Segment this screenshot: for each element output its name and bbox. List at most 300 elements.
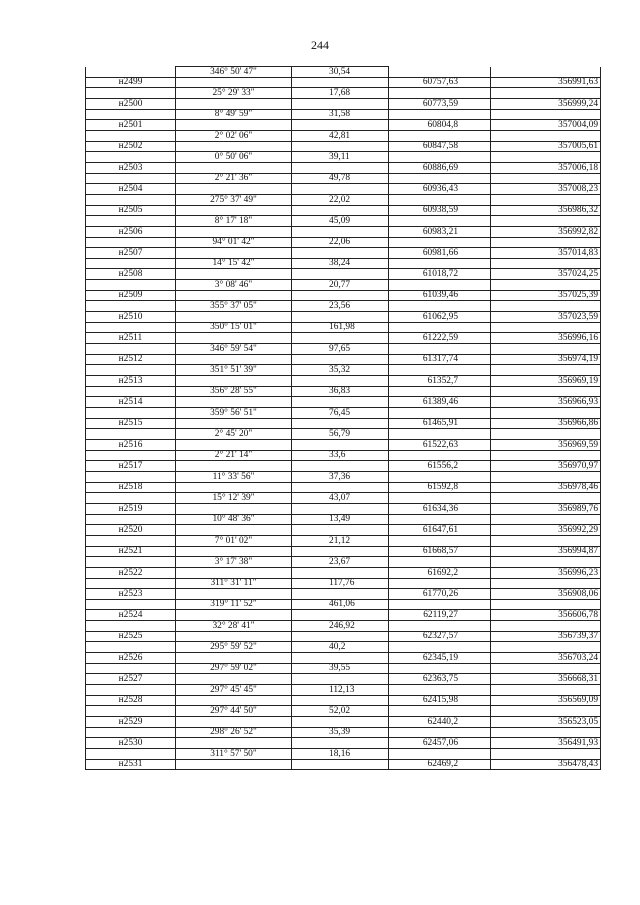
x-coordinate-cell <box>389 344 491 355</box>
segment-row <box>86 642 601 653</box>
x-coordinate-cell: 61465,91 <box>389 418 491 429</box>
coordinates-table-body <box>86 67 601 770</box>
point-name-cell <box>86 621 176 632</box>
point-name-cell: н2516 <box>86 439 176 450</box>
point-name-cell <box>86 280 176 291</box>
point-name-cell: н2500 <box>86 98 176 109</box>
y-coordinate-cell: 356966,93 <box>491 397 601 408</box>
x-coordinate-cell <box>389 578 491 589</box>
y-coordinate-cell <box>491 429 601 440</box>
point-name-cell <box>86 258 176 269</box>
point-name-cell <box>86 344 176 355</box>
point-name-cell: н2507 <box>86 248 176 259</box>
point-name-cell <box>86 130 176 141</box>
point-name-cell <box>86 237 176 248</box>
point-name-cell: н2514 <box>86 397 176 408</box>
distance-cell <box>292 162 389 173</box>
x-coordinate-cell: 61556,2 <box>389 461 491 472</box>
angle-cell <box>176 610 292 621</box>
point-name-cell <box>86 557 176 568</box>
point-row <box>86 184 601 195</box>
segment-row <box>86 216 601 227</box>
x-coordinate-cell <box>389 301 491 312</box>
x-coordinate-cell: 62345,19 <box>389 653 491 664</box>
angle-cell: 297° 45' 45" <box>176 685 292 696</box>
y-coordinate-cell <box>491 237 601 248</box>
angle-cell <box>176 525 292 536</box>
distance-cell: 112,13 <box>292 685 389 696</box>
point-row <box>86 461 601 472</box>
x-coordinate-cell: 61317,74 <box>389 354 491 365</box>
y-coordinate-cell <box>491 301 601 312</box>
y-coordinate-cell <box>491 727 601 738</box>
x-coordinate-cell <box>389 599 491 610</box>
distance-cell: 461,06 <box>292 599 389 610</box>
segment-row <box>86 173 601 184</box>
y-coordinate-cell: 356969,59 <box>491 439 601 450</box>
coordinates-table <box>85 66 601 770</box>
point-name-cell <box>86 386 176 397</box>
point-row <box>86 141 601 152</box>
angle-cell <box>176 248 292 259</box>
x-coordinate-cell: 60936,43 <box>389 184 491 195</box>
point-name-cell <box>86 727 176 738</box>
x-coordinate-cell: 61692,2 <box>389 567 491 578</box>
y-coordinate-cell: 356989,76 <box>491 503 601 514</box>
distance-cell <box>292 120 389 131</box>
segment-row <box>86 663 601 674</box>
distance-cell: 36,83 <box>292 386 389 397</box>
x-coordinate-cell: 62469,2 <box>389 759 491 770</box>
y-coordinate-cell <box>491 365 601 376</box>
distance-cell <box>292 290 389 301</box>
segment-row <box>86 322 601 333</box>
y-coordinate-cell: 357014,83 <box>491 248 601 259</box>
segment-row <box>86 621 601 632</box>
distance-cell <box>292 312 389 323</box>
point-name-cell: н2528 <box>86 695 176 706</box>
distance-cell <box>292 269 389 280</box>
point-row <box>86 610 601 621</box>
point-name-cell <box>86 408 176 419</box>
distance-cell: 43,07 <box>292 493 389 504</box>
distance-cell <box>292 589 389 600</box>
point-row <box>86 674 601 685</box>
distance-cell <box>292 695 389 706</box>
point-name-cell: н2504 <box>86 184 176 195</box>
x-coordinate-cell <box>389 173 491 184</box>
x-coordinate-cell: 61770,26 <box>389 589 491 600</box>
distance-cell: 76,45 <box>292 408 389 419</box>
x-coordinate-cell: 60773,59 <box>389 98 491 109</box>
distance-cell: 161,98 <box>292 322 389 333</box>
y-coordinate-cell: 356996,16 <box>491 333 601 344</box>
angle-cell: 319° 11' 52" <box>176 599 292 610</box>
point-name-cell: н2522 <box>86 567 176 578</box>
segment-row <box>86 194 601 205</box>
point-name-cell <box>86 663 176 674</box>
point-name-cell <box>86 535 176 546</box>
y-coordinate-cell: 357004,09 <box>491 120 601 131</box>
y-coordinate-cell <box>491 535 601 546</box>
point-row <box>86 589 601 600</box>
point-row <box>86 354 601 365</box>
angle-cell <box>176 184 292 195</box>
angle-cell <box>176 482 292 493</box>
y-coordinate-cell: 356668,31 <box>491 674 601 685</box>
point-name-cell <box>86 599 176 610</box>
distance-cell <box>292 141 389 152</box>
x-coordinate-cell: 61018,72 <box>389 269 491 280</box>
distance-cell: 52,02 <box>292 706 389 717</box>
angle-cell: 298° 26' 52" <box>176 727 292 738</box>
point-row <box>86 162 601 173</box>
y-coordinate-cell <box>491 706 601 717</box>
angle-cell <box>176 397 292 408</box>
x-coordinate-cell: 62327,57 <box>389 631 491 642</box>
point-row <box>86 226 601 237</box>
y-coordinate-cell: 356978,46 <box>491 482 601 493</box>
segment-row <box>86 706 601 717</box>
y-coordinate-cell <box>491 152 601 163</box>
angle-cell: 297° 44' 50" <box>176 706 292 717</box>
angle-cell: 311° 31' 11" <box>176 578 292 589</box>
x-coordinate-cell <box>389 386 491 397</box>
angle-cell: 10° 48' 36" <box>176 514 292 525</box>
angle-cell: 355° 37' 05" <box>176 301 292 312</box>
x-coordinate-cell <box>389 663 491 674</box>
point-name-cell: н2499 <box>86 77 176 88</box>
distance-cell: 21,12 <box>292 535 389 546</box>
y-coordinate-cell <box>491 642 601 653</box>
segment-row <box>86 599 601 610</box>
distance-cell <box>292 653 389 664</box>
point-name-cell: н2501 <box>86 120 176 131</box>
angle-cell: 346° 59' 54" <box>176 344 292 355</box>
angle-cell: 3° 08' 46" <box>176 280 292 291</box>
angle-cell: 25° 29' 33" <box>176 88 292 99</box>
x-coordinate-cell <box>389 280 491 291</box>
y-coordinate-cell <box>491 599 601 610</box>
distance-cell: 37,36 <box>292 471 389 482</box>
point-name-cell: н2506 <box>86 226 176 237</box>
segment-row <box>86 450 601 461</box>
x-coordinate-cell <box>389 557 491 568</box>
point-name-cell: н2518 <box>86 482 176 493</box>
point-row <box>86 77 601 88</box>
distance-cell <box>292 333 389 344</box>
x-coordinate-cell <box>389 258 491 269</box>
distance-cell: 31,58 <box>292 109 389 120</box>
x-coordinate-cell <box>389 322 491 333</box>
point-name-cell <box>86 173 176 184</box>
distance-cell <box>292 482 389 493</box>
y-coordinate-cell: 356986,32 <box>491 205 601 216</box>
angle-cell <box>176 439 292 450</box>
x-coordinate-cell: 61352,7 <box>389 376 491 387</box>
point-row <box>86 567 601 578</box>
y-coordinate-cell: 356478,43 <box>491 759 601 770</box>
angle-cell: 356° 28' 55" <box>176 386 292 397</box>
x-coordinate-cell <box>389 109 491 120</box>
y-coordinate-cell <box>491 663 601 674</box>
x-coordinate-cell <box>389 621 491 632</box>
point-name-cell: н2527 <box>86 674 176 685</box>
x-coordinate-cell <box>389 706 491 717</box>
point-name-cell: н2517 <box>86 461 176 472</box>
y-coordinate-cell <box>491 621 601 632</box>
x-coordinate-cell <box>389 514 491 525</box>
distance-cell: 39,55 <box>292 663 389 674</box>
point-row <box>86 418 601 429</box>
segment-row <box>86 130 601 141</box>
y-coordinate-cell: 356992,29 <box>491 525 601 536</box>
point-name-cell <box>86 749 176 760</box>
x-coordinate-cell <box>389 130 491 141</box>
segment-row <box>86 365 601 376</box>
point-row <box>86 120 601 131</box>
y-coordinate-cell <box>491 749 601 760</box>
distance-cell: 23,67 <box>292 557 389 568</box>
distance-cell: 38,24 <box>292 258 389 269</box>
segment-row <box>86 67 601 78</box>
distance-cell: 13,49 <box>292 514 389 525</box>
point-name-cell: н2509 <box>86 290 176 301</box>
page-number: 244 <box>311 38 329 52</box>
x-coordinate-cell <box>389 685 491 696</box>
y-coordinate-cell: 357024,25 <box>491 269 601 280</box>
angle-cell: 0° 50' 06" <box>176 152 292 163</box>
y-coordinate-cell <box>491 386 601 397</box>
point-name-cell: н2530 <box>86 738 176 749</box>
point-row <box>86 269 601 280</box>
y-coordinate-cell: 356739,37 <box>491 631 601 642</box>
distance-cell <box>292 418 389 429</box>
segment-row <box>86 429 601 440</box>
point-name-cell: н2510 <box>86 312 176 323</box>
segment-row <box>86 237 601 248</box>
x-coordinate-cell <box>389 727 491 738</box>
x-coordinate-cell: 61039,46 <box>389 290 491 301</box>
y-coordinate-cell: 357006,18 <box>491 162 601 173</box>
distance-cell <box>292 98 389 109</box>
point-name-cell: н2529 <box>86 717 176 728</box>
point-row <box>86 525 601 536</box>
y-coordinate-cell <box>491 578 601 589</box>
y-coordinate-cell <box>491 130 601 141</box>
angle-cell: 8° 17' 18" <box>176 216 292 227</box>
angle-cell: 2° 02' 06" <box>176 130 292 141</box>
point-name-cell: н2502 <box>86 141 176 152</box>
angle-cell: 297° 59' 02" <box>176 663 292 674</box>
y-coordinate-cell: 356491,93 <box>491 738 601 749</box>
angle-cell <box>176 503 292 514</box>
x-coordinate-cell: 61592,8 <box>389 482 491 493</box>
angle-cell <box>176 205 292 216</box>
x-coordinate-cell <box>389 88 491 99</box>
point-row <box>86 205 601 216</box>
distance-cell: 42,81 <box>292 130 389 141</box>
point-name-cell: н2525 <box>86 631 176 642</box>
angle-cell <box>176 290 292 301</box>
point-row <box>86 312 601 323</box>
y-coordinate-cell <box>491 450 601 461</box>
point-name-cell <box>86 642 176 653</box>
x-coordinate-cell <box>389 749 491 760</box>
y-coordinate-cell: 357008,23 <box>491 184 601 195</box>
point-row <box>86 333 601 344</box>
x-coordinate-cell <box>389 237 491 248</box>
x-coordinate-cell: 61389,46 <box>389 397 491 408</box>
y-coordinate-cell: 356974,19 <box>491 354 601 365</box>
point-name-cell <box>86 67 176 78</box>
y-coordinate-cell: 357025,39 <box>491 290 601 301</box>
angle-cell <box>176 269 292 280</box>
angle-cell: 346° 50' 47" <box>176 67 292 78</box>
angle-cell <box>176 77 292 88</box>
y-coordinate-cell <box>491 216 601 227</box>
x-coordinate-cell: 60983,21 <box>389 226 491 237</box>
distance-cell: 23,56 <box>292 301 389 312</box>
angle-cell: 15° 12' 39" <box>176 493 292 504</box>
point-name-cell: н2503 <box>86 162 176 173</box>
y-coordinate-cell <box>491 514 601 525</box>
x-coordinate-cell: 62440,2 <box>389 717 491 728</box>
x-coordinate-cell: 61634,36 <box>389 503 491 514</box>
y-coordinate-cell <box>491 109 601 120</box>
angle-cell: 275° 37' 49" <box>176 194 292 205</box>
segment-row <box>86 514 601 525</box>
x-coordinate-cell <box>389 471 491 482</box>
distance-cell <box>292 546 389 557</box>
segment-row <box>86 471 601 482</box>
point-name-cell: н2520 <box>86 525 176 536</box>
x-coordinate-cell <box>389 194 491 205</box>
y-coordinate-cell <box>491 344 601 355</box>
angle-cell <box>176 653 292 664</box>
segment-row <box>86 258 601 269</box>
y-coordinate-cell <box>491 322 601 333</box>
distance-cell <box>292 248 389 259</box>
distance-cell: 97,65 <box>292 344 389 355</box>
point-name-cell: н2531 <box>86 759 176 770</box>
angle-cell: 11° 33' 56" <box>176 471 292 482</box>
x-coordinate-cell <box>389 535 491 546</box>
distance-cell <box>292 610 389 621</box>
distance-cell <box>292 738 389 749</box>
point-row <box>86 482 601 493</box>
angle-cell <box>176 141 292 152</box>
point-row <box>86 290 601 301</box>
x-coordinate-cell <box>389 408 491 419</box>
segment-row <box>86 344 601 355</box>
angle-cell <box>176 674 292 685</box>
distance-cell: 22,06 <box>292 237 389 248</box>
point-name-cell: н2526 <box>86 653 176 664</box>
angle-cell <box>176 162 292 173</box>
point-name-cell <box>86 152 176 163</box>
x-coordinate-cell <box>389 450 491 461</box>
y-coordinate-cell: 356703,24 <box>491 653 601 664</box>
distance-cell: 35,39 <box>292 727 389 738</box>
segment-row <box>86 493 601 504</box>
segment-row <box>86 535 601 546</box>
point-name-cell: н2519 <box>86 503 176 514</box>
y-coordinate-cell: 356970,97 <box>491 461 601 472</box>
x-coordinate-cell: 62363,75 <box>389 674 491 685</box>
segment-row <box>86 88 601 99</box>
y-coordinate-cell: 356999,24 <box>491 98 601 109</box>
distance-cell <box>292 461 389 472</box>
x-coordinate-cell <box>389 642 491 653</box>
angle-cell <box>176 589 292 600</box>
distance-cell <box>292 184 389 195</box>
angle-cell: 94° 01' 42" <box>176 237 292 248</box>
segment-row <box>86 386 601 397</box>
y-coordinate-cell <box>491 173 601 184</box>
y-coordinate-cell: 356523,05 <box>491 717 601 728</box>
point-name-cell <box>86 322 176 333</box>
segment-row <box>86 152 601 163</box>
y-coordinate-cell: 357005,61 <box>491 141 601 152</box>
point-row <box>86 503 601 514</box>
distance-cell <box>292 503 389 514</box>
angle-cell: 351° 51' 39" <box>176 365 292 376</box>
point-row <box>86 248 601 259</box>
angle-cell: 2° 21' 14" <box>176 450 292 461</box>
angle-cell <box>176 376 292 387</box>
distance-cell <box>292 77 389 88</box>
x-coordinate-cell: 61222,59 <box>389 333 491 344</box>
point-name-cell <box>86 450 176 461</box>
angle-cell: 7° 01' 02" <box>176 535 292 546</box>
point-name-cell <box>86 578 176 589</box>
y-coordinate-cell: 356908,06 <box>491 589 601 600</box>
angle-cell: 3° 17' 38" <box>176 557 292 568</box>
point-name-cell <box>86 471 176 482</box>
angle-cell: 311° 57' 50" <box>176 749 292 760</box>
point-row <box>86 397 601 408</box>
angle-cell <box>176 418 292 429</box>
point-row <box>86 759 601 770</box>
distance-cell: 45,09 <box>292 216 389 227</box>
point-name-cell <box>86 194 176 205</box>
angle-cell <box>176 312 292 323</box>
x-coordinate-cell: 61647,61 <box>389 525 491 536</box>
angle-cell <box>176 738 292 749</box>
x-coordinate-cell: 61668,57 <box>389 546 491 557</box>
angle-cell: 14° 15' 42" <box>176 258 292 269</box>
distance-cell: 56,79 <box>292 429 389 440</box>
point-row <box>86 653 601 664</box>
x-coordinate-cell: 61522,63 <box>389 439 491 450</box>
distance-cell: 35,32 <box>292 365 389 376</box>
point-name-cell <box>86 429 176 440</box>
y-coordinate-cell: 356569,09 <box>491 695 601 706</box>
point-name-cell: н2524 <box>86 610 176 621</box>
point-name-cell: н2521 <box>86 546 176 557</box>
y-coordinate-cell <box>491 557 601 568</box>
point-name-cell <box>86 365 176 376</box>
y-coordinate-cell <box>491 258 601 269</box>
distance-cell: 17,68 <box>292 88 389 99</box>
segment-row <box>86 749 601 760</box>
x-coordinate-cell: 62457,06 <box>389 738 491 749</box>
distance-cell <box>292 439 389 450</box>
point-name-cell: н2523 <box>86 589 176 600</box>
y-coordinate-cell: 356994,87 <box>491 546 601 557</box>
x-coordinate-cell <box>389 429 491 440</box>
